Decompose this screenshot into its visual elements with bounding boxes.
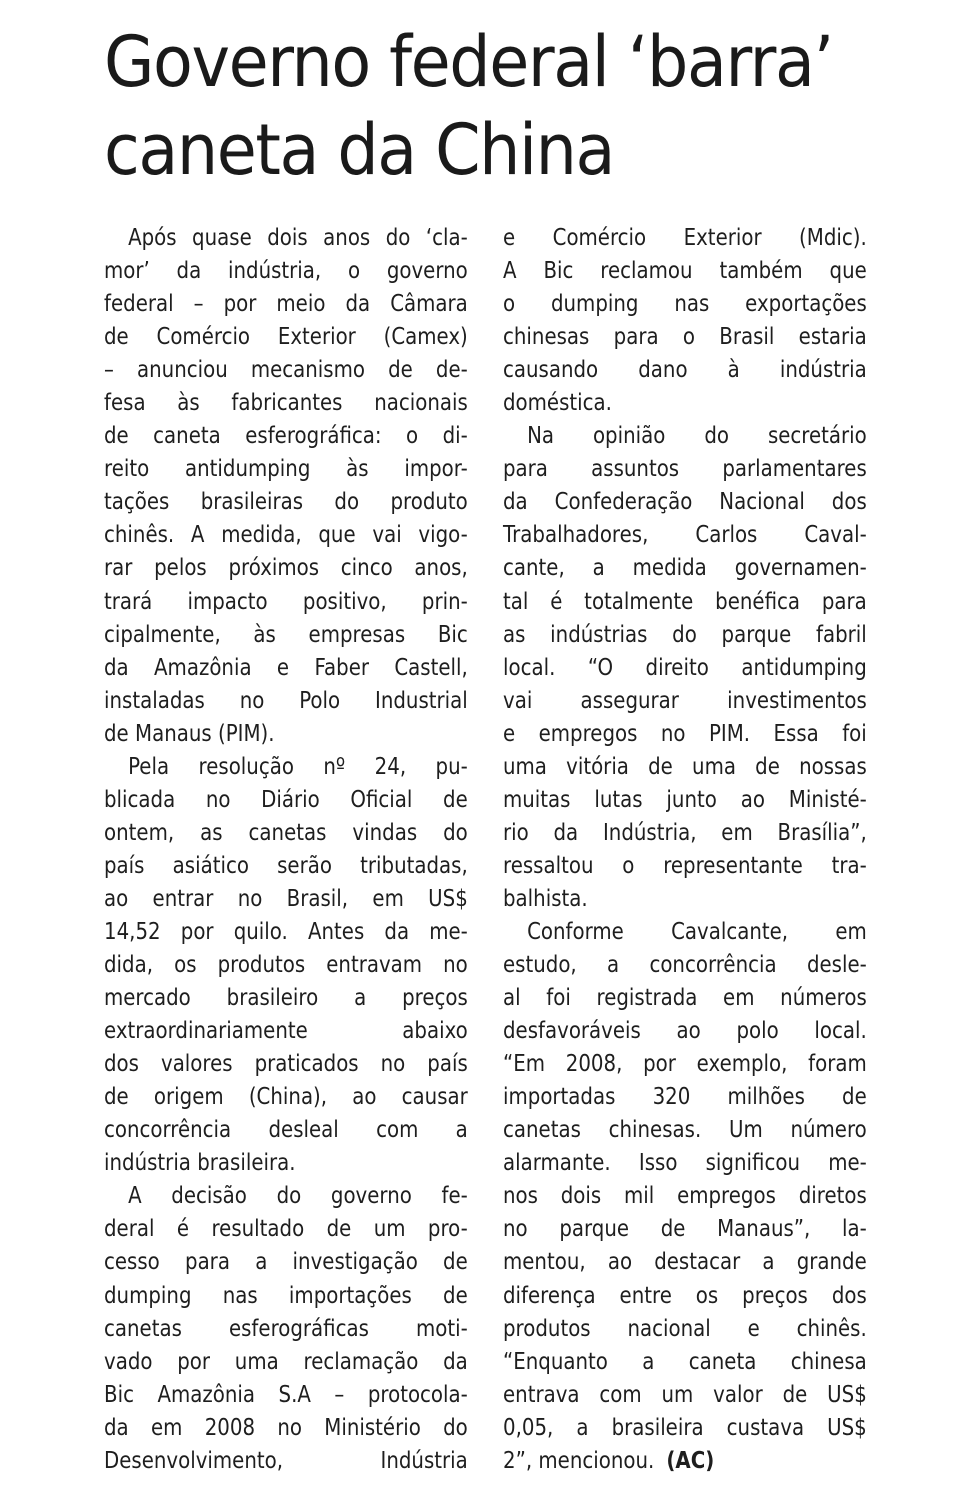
article-line <box>104 1445 468 1478</box>
article-line <box>503 1412 867 1445</box>
article-line <box>104 321 468 354</box>
article-line-text: diferença entre os preços dos <box>503 1282 867 1309</box>
article-column-left <box>104 222 468 1478</box>
article-line-text: vai assegurar investimentos <box>503 687 867 714</box>
article-line-text: alarmante. Isso significou me- <box>503 1150 867 1177</box>
article-line <box>104 1213 468 1246</box>
article-line-text: canetas esferográficas moti- <box>104 1315 468 1342</box>
article-line-text: da em 2008 no Ministério do <box>104 1414 468 1441</box>
article-line <box>104 1412 468 1445</box>
article-line-text: A Bic reclamou também que <box>503 258 867 285</box>
headline <box>104 18 833 194</box>
article-line-text: no parque de Manaus”, la- <box>503 1216 867 1243</box>
article-line <box>104 685 468 718</box>
article-line-text: Conforme Cavalcante, em <box>527 918 867 945</box>
article-line-text: balhista. <box>503 885 588 912</box>
article-line-text: dumping nas importações de <box>104 1282 468 1309</box>
article-line <box>104 1147 468 1180</box>
article-line-text: e Comércio Exterior (Mdic). <box>503 225 867 251</box>
author-byline: (AC) <box>666 1447 715 1474</box>
article-line-text: A decisão do governo fe- <box>128 1183 468 1210</box>
article-line <box>503 949 867 982</box>
article-line <box>503 387 867 420</box>
article-line-text: Pela resolução nº 24, pu- <box>128 753 468 780</box>
article-line <box>503 420 867 453</box>
article-line <box>104 1180 468 1213</box>
article-line-text: tações brasileiras do produto <box>104 489 468 516</box>
article-line-text: local. “O direito antidumping <box>503 654 867 681</box>
article-line-text: estudo, a concorrência desle- <box>503 952 867 979</box>
article-line <box>503 850 867 883</box>
article-line-text: extraordinariamente abaixo <box>104 1018 468 1045</box>
article-line <box>503 586 867 619</box>
article-line <box>104 982 468 1015</box>
article-line <box>503 1180 867 1213</box>
article-line <box>503 751 867 784</box>
article-line <box>503 552 867 585</box>
article-line <box>104 1280 468 1313</box>
article-line <box>104 883 468 916</box>
article-column-right <box>503 222 867 1478</box>
article-line-text: Bic Amazônia S.A – protocola- <box>104 1381 468 1408</box>
article-line-text: causando dano à indústria <box>503 357 867 384</box>
article-line <box>503 784 867 817</box>
article-line <box>104 552 468 585</box>
article-line-text: vado por uma reclamação da <box>104 1348 468 1375</box>
article-line-text: mentou, ao destacar a grande <box>503 1249 867 1276</box>
article-line-text: e empregos no PIM. Essa foi <box>503 720 867 747</box>
article-line <box>104 1346 468 1379</box>
article-line-text: cipalmente, às empresas Bic <box>104 621 468 648</box>
article-line-text: canetas chinesas. Um número <box>503 1117 867 1144</box>
article-line <box>503 685 867 718</box>
article-line-text: de Manaus (PIM). <box>104 720 275 747</box>
article-line-text: indústria brasileira. <box>104 1150 296 1177</box>
article-line-text: 2”, mencionou. <box>503 1447 655 1474</box>
article-line <box>104 1081 468 1114</box>
article-line-text: chinês. A medida, que vai vigo- <box>104 522 468 549</box>
article-line-text: reito antidumping às impor- <box>104 456 468 483</box>
article-line <box>104 652 468 685</box>
article-line-text: o dumping nas exportações <box>503 291 867 318</box>
article-line-text: cante, a medida governamen- <box>503 555 867 582</box>
article-line-text: desfavoráveis ao polo local. <box>503 1018 867 1045</box>
article-line <box>104 255 468 288</box>
article-line-text: país asiático serão tributadas, <box>104 852 468 879</box>
article-line <box>104 453 468 486</box>
article-line-text: de Comércio Exterior (Camex) <box>104 324 468 351</box>
article-line-text: federal – por meio da Câmara <box>104 291 468 318</box>
article-line-text: rio da Indústria, em Brasília”, <box>503 819 867 846</box>
article-line <box>104 817 468 850</box>
article-line <box>104 1048 468 1081</box>
article-line <box>104 949 468 982</box>
article-line-text: blicada no Diário Oficial de <box>104 786 468 813</box>
article-line <box>104 850 468 883</box>
article-line <box>503 1015 867 1048</box>
article-line-text: de origem (China), ao causar <box>104 1084 468 1111</box>
article-line-text: concorrência desleal com a <box>104 1117 468 1144</box>
article-line <box>104 519 468 552</box>
article-line <box>503 1280 867 1313</box>
article-line <box>503 1445 867 1478</box>
article-line <box>104 1313 468 1346</box>
article-line <box>503 1246 867 1279</box>
article-line <box>503 453 867 486</box>
article-line <box>503 255 867 288</box>
article-line-text: rar pelos próximos cinco anos, <box>104 555 468 582</box>
article-line-text: entrava com um valor de US$ <box>503 1381 867 1408</box>
article-line-text: uma vitória de uma de nossas <box>503 753 867 780</box>
article-line-text: de caneta esferográfica: o di- <box>104 423 468 450</box>
article-line-text: produtos nacional e chinês. <box>503 1315 867 1342</box>
article-line <box>503 916 867 949</box>
article-line <box>104 1246 468 1279</box>
article-line-text: “Enquanto a caneta chinesa <box>503 1348 867 1375</box>
article-line <box>104 718 468 751</box>
article-line-text: deral é resultado de um pro- <box>104 1216 468 1243</box>
article-line-text: importadas 320 milhões de <box>503 1084 867 1111</box>
article-line-text: Na opinião do secretário <box>527 423 867 450</box>
article-line <box>104 222 468 255</box>
article-line-text: para assuntos parlamentares <box>503 456 867 483</box>
article-line <box>104 619 468 652</box>
article-line <box>503 718 867 751</box>
article-line-text: mor’ da indústria, o governo <box>104 258 468 285</box>
article-line-text: tal é totalmente benéfica para <box>503 588 867 615</box>
article-line-text: da Amazônia e Faber Castell, <box>104 654 468 681</box>
article-line-text: 14,52 por quilo. Antes da me- <box>104 918 468 945</box>
article-line <box>503 982 867 1015</box>
article-line-text: Trabalhadores, Carlos Caval- <box>503 522 867 549</box>
article-line-text: fesa às fabricantes nacionais <box>104 390 468 417</box>
article-line <box>503 1114 867 1147</box>
article-line <box>503 1048 867 1081</box>
article-line <box>503 1346 867 1379</box>
article-line <box>503 354 867 387</box>
article-line <box>104 1379 468 1412</box>
article-line-text: ao entrar no Brasil, em US$ <box>104 885 468 912</box>
article-line <box>503 1147 867 1180</box>
article-line-text: Desenvolvimento, Indústria <box>104 1447 468 1474</box>
headline-line-2: caneta da China <box>104 109 615 191</box>
article-line <box>104 1015 468 1048</box>
article-line-text: doméstica. <box>503 390 612 417</box>
article-line <box>104 586 468 619</box>
article-line <box>503 1379 867 1412</box>
article-line-text: mercado brasileiro a preços <box>104 985 468 1012</box>
article-line-text: instaladas no Polo Industrial <box>104 687 468 714</box>
headline-line-1: Governo federal ‘barra’ <box>104 21 833 103</box>
article-line <box>503 222 867 255</box>
article-line <box>503 486 867 519</box>
article-line <box>104 751 468 784</box>
article-line <box>503 652 867 685</box>
article-line-text: as indústrias do parque fabril <box>503 621 867 648</box>
article-line-text: dida, os produtos entravam no <box>104 952 468 979</box>
article-line <box>104 784 468 817</box>
article-line-text: da Confederação Nacional dos <box>503 489 867 516</box>
article-line-text: “Em 2008, por exemplo, foram <box>503 1051 867 1078</box>
article-line-text: ontem, as canetas vindas do <box>104 819 468 846</box>
article-line <box>104 486 468 519</box>
article-line-text: trará impacto positivo, prin- <box>104 588 468 615</box>
article-line <box>503 619 867 652</box>
article-line <box>503 519 867 552</box>
article-line <box>503 817 867 850</box>
article-line-text: 0,05, a brasileira custava US$ <box>503 1414 867 1441</box>
article-line <box>503 1313 867 1346</box>
article-line <box>503 1081 867 1114</box>
article-line-text: cesso para a investigação de <box>104 1249 468 1276</box>
article-line-text: muitas lutas junto ao Ministé- <box>503 786 867 813</box>
article-line <box>104 1114 468 1147</box>
article-line-text: nos dois mil empregos diretos <box>503 1183 867 1210</box>
article-line <box>104 420 468 453</box>
article-line <box>104 916 468 949</box>
article-line <box>104 288 468 321</box>
article-line-text: chinesas para o Brasil estaria <box>503 324 867 351</box>
article-line-text: ressaltou o representante tra- <box>503 852 867 879</box>
article-line <box>503 883 867 916</box>
article-line-text: Após quase dois anos do ‘cla- <box>128 225 468 251</box>
article-line <box>104 354 468 387</box>
article-line-text: al foi registrada em números <box>503 985 867 1012</box>
article-line <box>503 321 867 354</box>
article-line <box>503 288 867 321</box>
article-line <box>104 387 468 420</box>
article-line <box>503 1213 867 1246</box>
article-line-text: dos valores praticados no país <box>104 1051 468 1078</box>
article-line-text: – anunciou mecanismo de de- <box>104 357 468 384</box>
